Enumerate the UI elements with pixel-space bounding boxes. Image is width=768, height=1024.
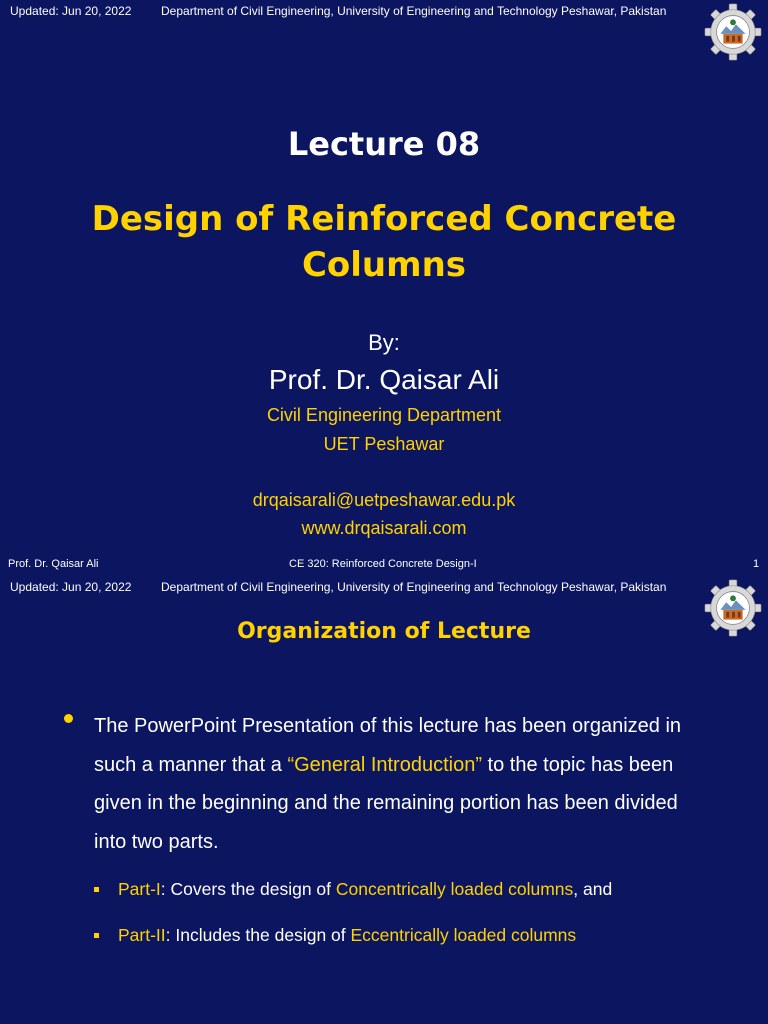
part-1-text: : Covers the design of (160, 879, 336, 899)
author-department: Civil Engineering Department (266, 405, 502, 425)
lecture-title: Design of Reinforced Concrete Columns (91, 199, 677, 285)
slide-title: Organization of Lecture (237, 619, 531, 644)
bullet-highlight: “General Introduction” (287, 753, 482, 776)
part-1-end: , and (573, 879, 613, 899)
part-2-highlight: Eccentrically loaded columns (350, 925, 577, 945)
header-department: Department of Civil Engineering, University of Engineering and Technology Peshawar, Pakistan (161, 580, 667, 594)
bullet-text-after: to the topic has been given in the beginning and the remaining portion has been divided into two parts. (94, 753, 678, 853)
bullet-text-before: The PowerPoint Presentation of this lecture has been organized in such a manner that a (94, 715, 682, 776)
part-1-label: Part-I (118, 879, 161, 899)
lecture-number: Lecture 08 (287, 125, 481, 163)
square-bullet-icon (94, 933, 99, 938)
header-department: Department of Civil Engineering, University of Engineering and Technology Peshawar, Pakistan (161, 4, 667, 18)
square-bullet-icon (94, 887, 99, 892)
part-2-text: : Includes the design of (165, 925, 351, 945)
part-1-highlight: Concentrically loaded columns (335, 879, 574, 899)
bullet-dot-icon (64, 714, 73, 723)
author-email-link[interactable]: drqaisarali@uetpeshawar.edu.pk (252, 490, 516, 510)
author-name: Prof. Dr. Qaisar Ali (268, 364, 500, 395)
slide-2 (0, 576, 768, 1024)
author-university: UET Peshawar (323, 434, 445, 454)
bullet-paragraph (94, 707, 714, 861)
uet-peshawar-gear-logo-icon (704, 3, 762, 61)
header-updated: Updated: Jun 20, 2022 (10, 4, 132, 18)
footer-course: CE 320: Reinforced Concrete Design-I (289, 558, 477, 570)
footer-page-number: 1 (753, 558, 760, 570)
by-label: By: (368, 330, 400, 355)
author-website-link[interactable]: www.drqaisarali.com (301, 518, 467, 538)
footer-author: Prof. Dr. Qaisar Ali (8, 558, 99, 570)
header-updated: Updated: Jun 20, 2022 (10, 580, 132, 594)
part-2-label: Part-II (118, 925, 166, 945)
